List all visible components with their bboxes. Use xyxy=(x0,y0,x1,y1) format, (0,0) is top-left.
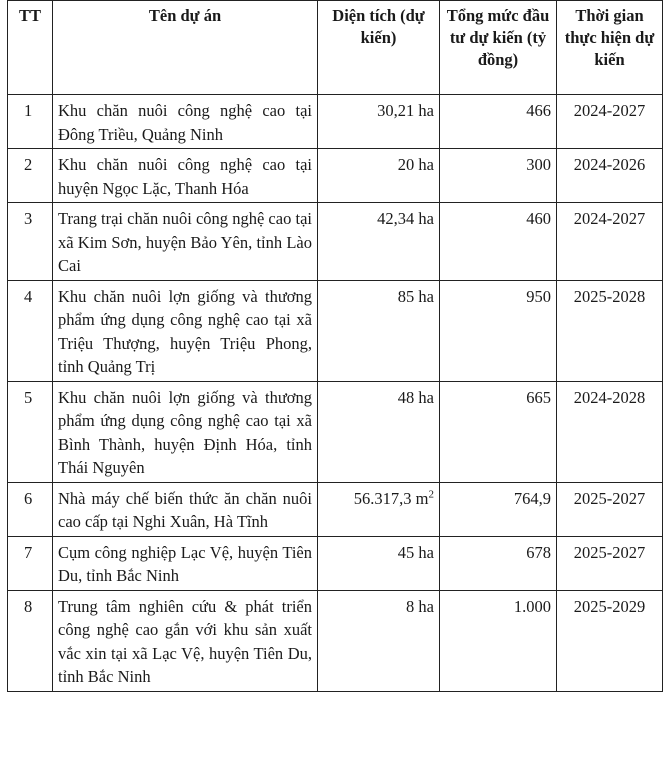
row-investment: 1.000 xyxy=(440,590,557,691)
row-area: 56.317,3 m xyxy=(353,488,429,508)
table-row xyxy=(8,95,663,149)
row-area: 8 ha xyxy=(318,590,440,691)
row-tt: 5 xyxy=(8,381,53,482)
row-investment: 950 xyxy=(440,280,557,381)
table-row xyxy=(8,203,663,281)
row-tt: 6 xyxy=(8,482,53,536)
row-time: 2025-2029 xyxy=(557,590,663,691)
row-investment: 460 xyxy=(440,203,557,281)
row-investment: 466 xyxy=(440,95,557,149)
row-time: 2024-2026 xyxy=(557,149,663,203)
header-time: Thời gian thực hiện dự kiến xyxy=(557,1,663,95)
row-project-name: Khu chăn nuôi công nghệ cao tại huyện Ngọc Lặc, Thanh Hóa xyxy=(53,149,318,203)
row-project-name: Nhà máy chế biến thức ăn chăn nuôi cao cấp tại Nghi Xuân, Hà Tĩnh xyxy=(53,482,318,536)
header-investment: Tổng mức đầu tư dự kiến (tỷ đồng) xyxy=(440,1,557,95)
area-unit-superscript: 2 xyxy=(428,488,434,500)
row-area: 30,21 ha xyxy=(318,95,440,149)
row-time: 2025-2027 xyxy=(557,482,663,536)
row-time: 2025-2027 xyxy=(557,536,663,590)
row-investment: 764,9 xyxy=(440,482,557,536)
row-area-cell xyxy=(318,482,440,536)
table-row xyxy=(8,149,663,203)
row-tt: 8 xyxy=(8,590,53,691)
row-project-name: Khu chăn nuôi lợn giống và thương phẩm ứng dụng công nghệ cao tại xã Triệu Thượng, huyện Triệu Phong, tỉnh Quảng Trị xyxy=(53,280,318,381)
row-time: 2024-2028 xyxy=(557,381,663,482)
row-area: 45 ha xyxy=(318,536,440,590)
table-row xyxy=(8,381,663,482)
row-project-name: Khu chăn nuôi công nghệ cao tại Đông Triều, Quảng Ninh xyxy=(53,95,318,149)
row-area: 42,34 ha xyxy=(318,203,440,281)
row-time: 2025-2028 xyxy=(557,280,663,381)
table-row xyxy=(8,280,663,381)
header-tt: TT xyxy=(8,1,53,95)
row-project-name: Trung tâm nghiên cứu & phát triển công nghệ cao gắn với khu sản xuất vắc xin tại xã Lạc Vệ, huyện Tiên Du, tỉnh Bắc Ninh xyxy=(53,590,318,691)
row-investment: 300 xyxy=(440,149,557,203)
row-area: 20 ha xyxy=(318,149,440,203)
row-area: 48 ha xyxy=(318,381,440,482)
row-tt: 3 xyxy=(8,203,53,281)
table-header-row xyxy=(8,1,663,95)
row-investment: 678 xyxy=(440,536,557,590)
row-tt: 1 xyxy=(8,95,53,149)
projects-table xyxy=(7,0,663,692)
table-row xyxy=(8,590,663,691)
row-project-name: Trang trại chăn nuôi công nghệ cao tại xã Kim Sơn, huyện Bảo Yên, tỉnh Lào Cai xyxy=(53,203,318,281)
header-project-name: Tên dự án xyxy=(53,1,318,95)
row-time: 2024-2027 xyxy=(557,203,663,281)
header-area: Diện tích (dự kiến) xyxy=(318,1,440,95)
row-time: 2024-2027 xyxy=(557,95,663,149)
row-tt: 7 xyxy=(8,536,53,590)
row-tt: 2 xyxy=(8,149,53,203)
row-project-name: Cụm công nghiệp Lạc Vệ, huyện Tiên Du, tỉnh Bắc Ninh xyxy=(53,536,318,590)
table-row xyxy=(8,536,663,590)
row-investment: 665 xyxy=(440,381,557,482)
row-tt: 4 xyxy=(8,280,53,381)
table-row xyxy=(8,482,663,536)
row-project-name: Khu chăn nuôi lợn giống và thương phẩm ứng dụng công nghệ cao tại xã Bình Thành, huyện Định Hóa, tỉnh Thái Nguyên xyxy=(53,381,318,482)
row-area: 85 ha xyxy=(318,280,440,381)
